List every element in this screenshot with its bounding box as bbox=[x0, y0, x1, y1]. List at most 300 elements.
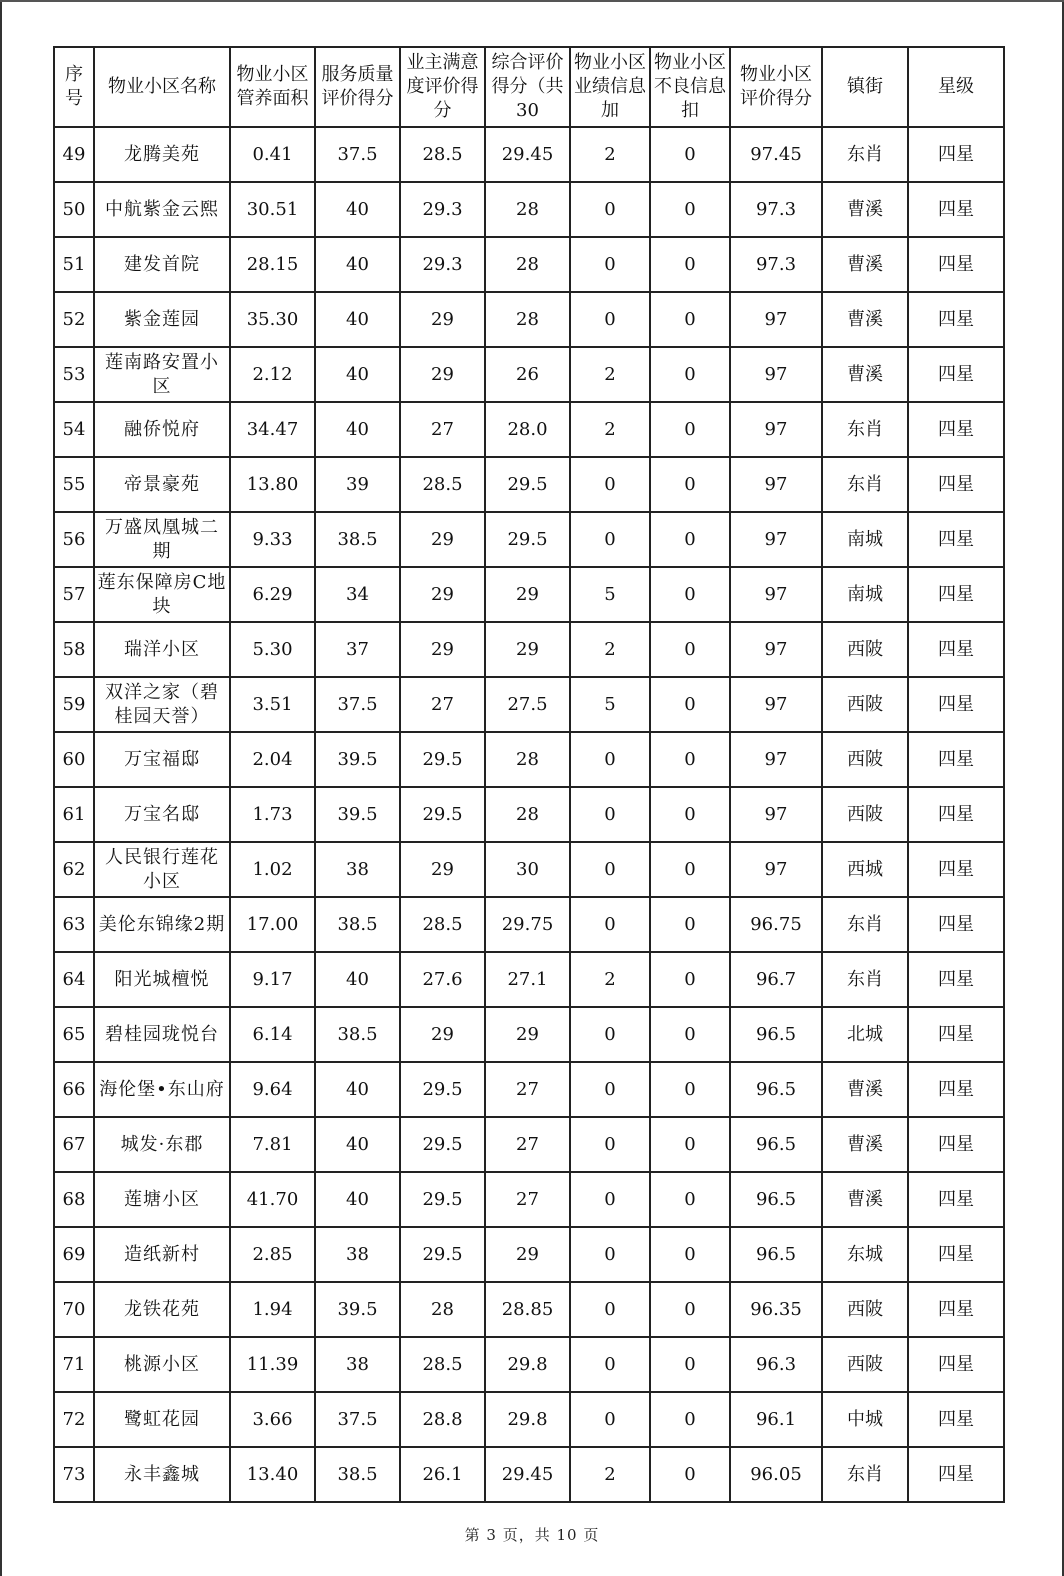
cell-overall: 29.5 bbox=[485, 457, 570, 512]
cell-name: 双洋之家（碧桂园天誉） bbox=[94, 677, 230, 732]
cell-penalty: 0 bbox=[650, 1062, 730, 1117]
cell-name: 城发·东郡 bbox=[94, 1117, 230, 1172]
cell-name: 人民银行莲花小区 bbox=[94, 842, 230, 897]
cell-quality: 40 bbox=[315, 237, 400, 292]
cell-quality: 38.5 bbox=[315, 897, 400, 952]
cell-quality: 39.5 bbox=[315, 787, 400, 842]
cell-area: 9.17 bbox=[230, 952, 315, 1007]
cell-satisfaction: 29 bbox=[400, 842, 485, 897]
cell-penalty: 0 bbox=[650, 1117, 730, 1172]
cell-overall: 27 bbox=[485, 1062, 570, 1117]
cell-bonus: 2 bbox=[570, 402, 650, 457]
cell-district: 曹溪 bbox=[822, 347, 908, 402]
cell-seq: 58 bbox=[54, 622, 94, 677]
table-body bbox=[54, 127, 1004, 1502]
cell-penalty: 0 bbox=[650, 182, 730, 237]
cell-seq: 52 bbox=[54, 292, 94, 347]
cell-score: 96.5 bbox=[730, 1062, 822, 1117]
cell-overall: 29 bbox=[485, 1007, 570, 1062]
cell-overall: 29.5 bbox=[485, 512, 570, 567]
cell-overall: 28.85 bbox=[485, 1282, 570, 1337]
cell-seq: 55 bbox=[54, 457, 94, 512]
table-row bbox=[54, 1447, 1004, 1502]
cell-area: 11.39 bbox=[230, 1337, 315, 1392]
cell-quality: 38.5 bbox=[315, 512, 400, 567]
cell-overall: 27.1 bbox=[485, 952, 570, 1007]
cell-quality: 39.5 bbox=[315, 1282, 400, 1337]
cell-name: 阳光城檀悦 bbox=[94, 952, 230, 1007]
cell-star: 四星 bbox=[908, 1447, 1004, 1502]
header-quality: 服务质量评价得分 bbox=[315, 47, 400, 127]
cell-name: 龙腾美苑 bbox=[94, 127, 230, 182]
cell-seq: 69 bbox=[54, 1227, 94, 1282]
cell-satisfaction: 29.5 bbox=[400, 1172, 485, 1227]
cell-quality: 40 bbox=[315, 347, 400, 402]
cell-star: 四星 bbox=[908, 1117, 1004, 1172]
cell-star: 四星 bbox=[908, 787, 1004, 842]
header-star: 星级 bbox=[908, 47, 1004, 127]
cell-area: 6.29 bbox=[230, 567, 315, 622]
cell-bonus: 0 bbox=[570, 1007, 650, 1062]
cell-penalty: 0 bbox=[650, 402, 730, 457]
cell-bonus: 0 bbox=[570, 1227, 650, 1282]
cell-bonus: 0 bbox=[570, 457, 650, 512]
cell-area: 17.00 bbox=[230, 897, 315, 952]
header-penalty: 物业小区不良信息扣 bbox=[650, 47, 730, 127]
cell-score: 97 bbox=[730, 402, 822, 457]
table-row bbox=[54, 1227, 1004, 1282]
cell-name: 龙铁花苑 bbox=[94, 1282, 230, 1337]
cell-seq: 65 bbox=[54, 1007, 94, 1062]
cell-score: 96.1 bbox=[730, 1392, 822, 1447]
cell-district: 北城 bbox=[822, 1007, 908, 1062]
cell-name: 紫金莲园 bbox=[94, 292, 230, 347]
cell-score: 96.5 bbox=[730, 1172, 822, 1227]
cell-satisfaction: 29.5 bbox=[400, 1117, 485, 1172]
cell-area: 41.70 bbox=[230, 1172, 315, 1227]
cell-area: 13.80 bbox=[230, 457, 315, 512]
table-row bbox=[54, 292, 1004, 347]
table-row bbox=[54, 512, 1004, 567]
cell-score: 97.45 bbox=[730, 127, 822, 182]
header-bonus: 物业小区业绩信息加 bbox=[570, 47, 650, 127]
cell-overall: 30 bbox=[485, 842, 570, 897]
cell-area: 9.64 bbox=[230, 1062, 315, 1117]
cell-score: 97 bbox=[730, 787, 822, 842]
cell-name: 莲塘小区 bbox=[94, 1172, 230, 1227]
cell-penalty: 0 bbox=[650, 732, 730, 787]
table-row bbox=[54, 677, 1004, 732]
cell-score: 97 bbox=[730, 842, 822, 897]
cell-name: 中航紫金云熙 bbox=[94, 182, 230, 237]
cell-penalty: 0 bbox=[650, 1392, 730, 1447]
cell-district: 中城 bbox=[822, 1392, 908, 1447]
cell-satisfaction: 29 bbox=[400, 347, 485, 402]
table-row bbox=[54, 787, 1004, 842]
cell-satisfaction: 28 bbox=[400, 1282, 485, 1337]
header-area: 物业小区管养面积 bbox=[230, 47, 315, 127]
cell-bonus: 2 bbox=[570, 127, 650, 182]
cell-satisfaction: 28.5 bbox=[400, 1337, 485, 1392]
cell-quality: 37 bbox=[315, 622, 400, 677]
cell-score: 97 bbox=[730, 512, 822, 567]
cell-area: 35.30 bbox=[230, 292, 315, 347]
cell-district: 西陂 bbox=[822, 677, 908, 732]
page-left-edge bbox=[0, 0, 2, 1576]
cell-seq: 67 bbox=[54, 1117, 94, 1172]
cell-bonus: 2 bbox=[570, 347, 650, 402]
cell-name: 莲南路安置小区 bbox=[94, 347, 230, 402]
cell-score: 97 bbox=[730, 622, 822, 677]
cell-district: 东肖 bbox=[822, 457, 908, 512]
cell-star: 四星 bbox=[908, 1172, 1004, 1227]
cell-star: 四星 bbox=[908, 842, 1004, 897]
cell-district: 曹溪 bbox=[822, 182, 908, 237]
cell-star: 四星 bbox=[908, 1007, 1004, 1062]
cell-overall: 29 bbox=[485, 622, 570, 677]
cell-penalty: 0 bbox=[650, 897, 730, 952]
cell-satisfaction: 28.8 bbox=[400, 1392, 485, 1447]
cell-star: 四星 bbox=[908, 622, 1004, 677]
cell-area: 2.12 bbox=[230, 347, 315, 402]
cell-star: 四星 bbox=[908, 1337, 1004, 1392]
table-row bbox=[54, 237, 1004, 292]
table-row bbox=[54, 952, 1004, 1007]
cell-bonus: 0 bbox=[570, 1117, 650, 1172]
cell-satisfaction: 29.3 bbox=[400, 182, 485, 237]
cell-area: 7.81 bbox=[230, 1117, 315, 1172]
cell-star: 四星 bbox=[908, 952, 1004, 1007]
cell-name: 瑞洋小区 bbox=[94, 622, 230, 677]
cell-bonus: 0 bbox=[570, 1392, 650, 1447]
cell-quality: 40 bbox=[315, 1172, 400, 1227]
cell-district: 南城 bbox=[822, 512, 908, 567]
cell-name: 鹭虹花园 bbox=[94, 1392, 230, 1447]
cell-penalty: 0 bbox=[650, 1447, 730, 1502]
cell-overall: 29 bbox=[485, 1227, 570, 1282]
header-district: 镇街 bbox=[822, 47, 908, 127]
cell-quality: 40 bbox=[315, 402, 400, 457]
cell-seq: 50 bbox=[54, 182, 94, 237]
cell-quality: 40 bbox=[315, 182, 400, 237]
cell-quality: 40 bbox=[315, 1062, 400, 1117]
table-row bbox=[54, 402, 1004, 457]
cell-penalty: 0 bbox=[650, 677, 730, 732]
cell-overall: 29.45 bbox=[485, 127, 570, 182]
cell-satisfaction: 29.5 bbox=[400, 1227, 485, 1282]
cell-district: 东肖 bbox=[822, 127, 908, 182]
cell-satisfaction: 29.5 bbox=[400, 787, 485, 842]
cell-overall: 29.8 bbox=[485, 1337, 570, 1392]
header-row bbox=[54, 47, 1004, 127]
table-row bbox=[54, 1007, 1004, 1062]
cell-star: 四星 bbox=[908, 1392, 1004, 1447]
cell-quality: 37.5 bbox=[315, 1392, 400, 1447]
cell-satisfaction: 29.5 bbox=[400, 732, 485, 787]
cell-score: 97 bbox=[730, 347, 822, 402]
cell-star: 四星 bbox=[908, 347, 1004, 402]
cell-seq: 54 bbox=[54, 402, 94, 457]
cell-satisfaction: 28.5 bbox=[400, 897, 485, 952]
table-row bbox=[54, 1172, 1004, 1227]
cell-seq: 51 bbox=[54, 237, 94, 292]
cell-district: 曹溪 bbox=[822, 1062, 908, 1117]
cell-district: 东肖 bbox=[822, 952, 908, 1007]
table-row bbox=[54, 732, 1004, 787]
cell-penalty: 0 bbox=[650, 622, 730, 677]
cell-seq: 61 bbox=[54, 787, 94, 842]
page-top-edge bbox=[0, 0, 1064, 2]
cell-satisfaction: 29 bbox=[400, 292, 485, 347]
cell-star: 四星 bbox=[908, 182, 1004, 237]
header-satisfaction: 业主满意度评价得分 bbox=[400, 47, 485, 127]
cell-overall: 27 bbox=[485, 1117, 570, 1172]
cell-penalty: 0 bbox=[650, 457, 730, 512]
cell-quality: 38 bbox=[315, 1337, 400, 1392]
cell-satisfaction: 27.6 bbox=[400, 952, 485, 1007]
cell-seq: 66 bbox=[54, 1062, 94, 1117]
cell-star: 四星 bbox=[908, 237, 1004, 292]
cell-bonus: 0 bbox=[570, 787, 650, 842]
cell-name: 万宝福邸 bbox=[94, 732, 230, 787]
cell-district: 西陂 bbox=[822, 787, 908, 842]
cell-name: 建发首院 bbox=[94, 237, 230, 292]
cell-overall: 29.45 bbox=[485, 1447, 570, 1502]
header-overall: 综合评价得分（共30 bbox=[485, 47, 570, 127]
cell-bonus: 5 bbox=[570, 567, 650, 622]
cell-district: 曹溪 bbox=[822, 1117, 908, 1172]
cell-satisfaction: 27 bbox=[400, 402, 485, 457]
cell-bonus: 0 bbox=[570, 1282, 650, 1337]
cell-score: 97.3 bbox=[730, 182, 822, 237]
cell-bonus: 0 bbox=[570, 237, 650, 292]
cell-satisfaction: 29 bbox=[400, 622, 485, 677]
cell-quality: 38 bbox=[315, 842, 400, 897]
cell-score: 96.5 bbox=[730, 1117, 822, 1172]
cell-quality: 38.5 bbox=[315, 1007, 400, 1062]
cell-seq: 72 bbox=[54, 1392, 94, 1447]
cell-penalty: 0 bbox=[650, 1282, 730, 1337]
cell-penalty: 0 bbox=[650, 567, 730, 622]
cell-area: 5.30 bbox=[230, 622, 315, 677]
cell-district: 西城 bbox=[822, 842, 908, 897]
cell-score: 97 bbox=[730, 457, 822, 512]
cell-satisfaction: 28.5 bbox=[400, 457, 485, 512]
cell-seq: 49 bbox=[54, 127, 94, 182]
cell-satisfaction: 29.3 bbox=[400, 237, 485, 292]
cell-overall: 29 bbox=[485, 567, 570, 622]
cell-star: 四星 bbox=[908, 402, 1004, 457]
cell-star: 四星 bbox=[908, 567, 1004, 622]
cell-quality: 34 bbox=[315, 567, 400, 622]
cell-satisfaction: 29 bbox=[400, 567, 485, 622]
cell-satisfaction: 28.5 bbox=[400, 127, 485, 182]
table-row bbox=[54, 842, 1004, 897]
cell-bonus: 0 bbox=[570, 512, 650, 567]
table-row bbox=[54, 182, 1004, 237]
cell-quality: 39 bbox=[315, 457, 400, 512]
cell-seq: 63 bbox=[54, 897, 94, 952]
cell-penalty: 0 bbox=[650, 787, 730, 842]
cell-area: 2.85 bbox=[230, 1227, 315, 1282]
cell-name: 美伦东锦缘2期 bbox=[94, 897, 230, 952]
cell-district: 东城 bbox=[822, 1227, 908, 1282]
cell-penalty: 0 bbox=[650, 292, 730, 347]
cell-star: 四星 bbox=[908, 732, 1004, 787]
cell-quality: 38 bbox=[315, 1227, 400, 1282]
cell-bonus: 0 bbox=[570, 1062, 650, 1117]
cell-name: 莲东保障房C地块 bbox=[94, 567, 230, 622]
cell-district: 西陂 bbox=[822, 1282, 908, 1337]
cell-area: 30.51 bbox=[230, 182, 315, 237]
cell-bonus: 0 bbox=[570, 732, 650, 787]
cell-area: 34.47 bbox=[230, 402, 315, 457]
cell-area: 3.66 bbox=[230, 1392, 315, 1447]
cell-score: 97 bbox=[730, 732, 822, 787]
cell-seq: 60 bbox=[54, 732, 94, 787]
cell-area: 1.73 bbox=[230, 787, 315, 842]
cell-bonus: 2 bbox=[570, 622, 650, 677]
cell-seq: 68 bbox=[54, 1172, 94, 1227]
cell-penalty: 0 bbox=[650, 1227, 730, 1282]
cell-area: 1.94 bbox=[230, 1282, 315, 1337]
cell-score: 97.3 bbox=[730, 237, 822, 292]
cell-score: 97 bbox=[730, 292, 822, 347]
cell-star: 四星 bbox=[908, 127, 1004, 182]
cell-name: 海伦堡•东山府 bbox=[94, 1062, 230, 1117]
cell-seq: 53 bbox=[54, 347, 94, 402]
cell-star: 四星 bbox=[908, 1282, 1004, 1337]
cell-satisfaction: 29.5 bbox=[400, 1062, 485, 1117]
cell-seq: 71 bbox=[54, 1337, 94, 1392]
cell-quality: 37.5 bbox=[315, 677, 400, 732]
cell-overall: 29.75 bbox=[485, 897, 570, 952]
cell-satisfaction: 29 bbox=[400, 512, 485, 567]
cell-overall: 28 bbox=[485, 237, 570, 292]
cell-seq: 62 bbox=[54, 842, 94, 897]
cell-district: 曹溪 bbox=[822, 237, 908, 292]
cell-score: 97 bbox=[730, 677, 822, 732]
cell-quality: 37.5 bbox=[315, 127, 400, 182]
cell-star: 四星 bbox=[908, 677, 1004, 732]
cell-area: 6.14 bbox=[230, 1007, 315, 1062]
cell-penalty: 0 bbox=[650, 1007, 730, 1062]
cell-bonus: 0 bbox=[570, 1337, 650, 1392]
cell-overall: 28 bbox=[485, 732, 570, 787]
page-footer: 第 3 页，共 10 页 bbox=[464, 1526, 600, 1544]
header-score: 物业小区评价得分 bbox=[730, 47, 822, 127]
cell-score: 96.35 bbox=[730, 1282, 822, 1337]
cell-overall: 27 bbox=[485, 1172, 570, 1227]
table-row bbox=[54, 457, 1004, 512]
cell-quality: 40 bbox=[315, 952, 400, 1007]
cell-star: 四星 bbox=[908, 1227, 1004, 1282]
cell-bonus: 2 bbox=[570, 952, 650, 1007]
cell-star: 四星 bbox=[908, 292, 1004, 347]
cell-penalty: 0 bbox=[650, 1172, 730, 1227]
cell-penalty: 0 bbox=[650, 512, 730, 567]
cell-overall: 28.0 bbox=[485, 402, 570, 457]
cell-star: 四星 bbox=[908, 457, 1004, 512]
cell-area: 3.51 bbox=[230, 677, 315, 732]
cell-name: 万宝名邸 bbox=[94, 787, 230, 842]
cell-bonus: 0 bbox=[570, 182, 650, 237]
cell-seq: 59 bbox=[54, 677, 94, 732]
table-row bbox=[54, 1392, 1004, 1447]
cell-district: 东肖 bbox=[822, 1447, 908, 1502]
cell-district: 曹溪 bbox=[822, 1172, 908, 1227]
cell-bonus: 2 bbox=[570, 1447, 650, 1502]
cell-district: 东肖 bbox=[822, 402, 908, 457]
cell-satisfaction: 27 bbox=[400, 677, 485, 732]
cell-area: 0.41 bbox=[230, 127, 315, 182]
cell-star: 四星 bbox=[908, 512, 1004, 567]
cell-star: 四星 bbox=[908, 1062, 1004, 1117]
header-name: 物业小区名称 bbox=[94, 47, 230, 127]
cell-quality: 40 bbox=[315, 292, 400, 347]
cell-seq: 57 bbox=[54, 567, 94, 622]
cell-overall: 28 bbox=[485, 182, 570, 237]
cell-area: 28.15 bbox=[230, 237, 315, 292]
cell-district: 西陂 bbox=[822, 1337, 908, 1392]
cell-overall: 27.5 bbox=[485, 677, 570, 732]
cell-name: 桃源小区 bbox=[94, 1337, 230, 1392]
cell-score: 96.75 bbox=[730, 897, 822, 952]
cell-name: 万盛凤凰城二期 bbox=[94, 512, 230, 567]
table-row bbox=[54, 127, 1004, 182]
cell-area: 13.40 bbox=[230, 1447, 315, 1502]
table-row bbox=[54, 567, 1004, 622]
cell-overall: 26 bbox=[485, 347, 570, 402]
cell-quality: 40 bbox=[315, 1117, 400, 1172]
cell-quality: 38.5 bbox=[315, 1447, 400, 1502]
cell-penalty: 0 bbox=[650, 127, 730, 182]
cell-score: 96.05 bbox=[730, 1447, 822, 1502]
rating-table bbox=[53, 46, 1005, 1503]
cell-bonus: 0 bbox=[570, 897, 650, 952]
cell-seq: 64 bbox=[54, 952, 94, 1007]
cell-bonus: 0 bbox=[570, 1172, 650, 1227]
cell-name: 融侨悦府 bbox=[94, 402, 230, 457]
cell-bonus: 0 bbox=[570, 292, 650, 347]
table-row bbox=[54, 622, 1004, 677]
cell-score: 97 bbox=[730, 567, 822, 622]
header-seq: 序号 bbox=[54, 47, 94, 127]
cell-district: 南城 bbox=[822, 567, 908, 622]
cell-name: 帝景豪苑 bbox=[94, 457, 230, 512]
cell-penalty: 0 bbox=[650, 842, 730, 897]
cell-area: 1.02 bbox=[230, 842, 315, 897]
table-row bbox=[54, 1282, 1004, 1337]
cell-seq: 56 bbox=[54, 512, 94, 567]
cell-seq: 73 bbox=[54, 1447, 94, 1502]
cell-star: 四星 bbox=[908, 897, 1004, 952]
table-row bbox=[54, 1062, 1004, 1117]
cell-penalty: 0 bbox=[650, 237, 730, 292]
cell-district: 西陂 bbox=[822, 732, 908, 787]
cell-name: 永丰鑫城 bbox=[94, 1447, 230, 1502]
cell-penalty: 0 bbox=[650, 1337, 730, 1392]
cell-satisfaction: 29 bbox=[400, 1007, 485, 1062]
cell-score: 96.5 bbox=[730, 1227, 822, 1282]
cell-score: 96.3 bbox=[730, 1337, 822, 1392]
table-row bbox=[54, 1337, 1004, 1392]
cell-district: 曹溪 bbox=[822, 292, 908, 347]
cell-area: 2.04 bbox=[230, 732, 315, 787]
cell-penalty: 0 bbox=[650, 952, 730, 1007]
cell-satisfaction: 26.1 bbox=[400, 1447, 485, 1502]
table-row bbox=[54, 1117, 1004, 1172]
